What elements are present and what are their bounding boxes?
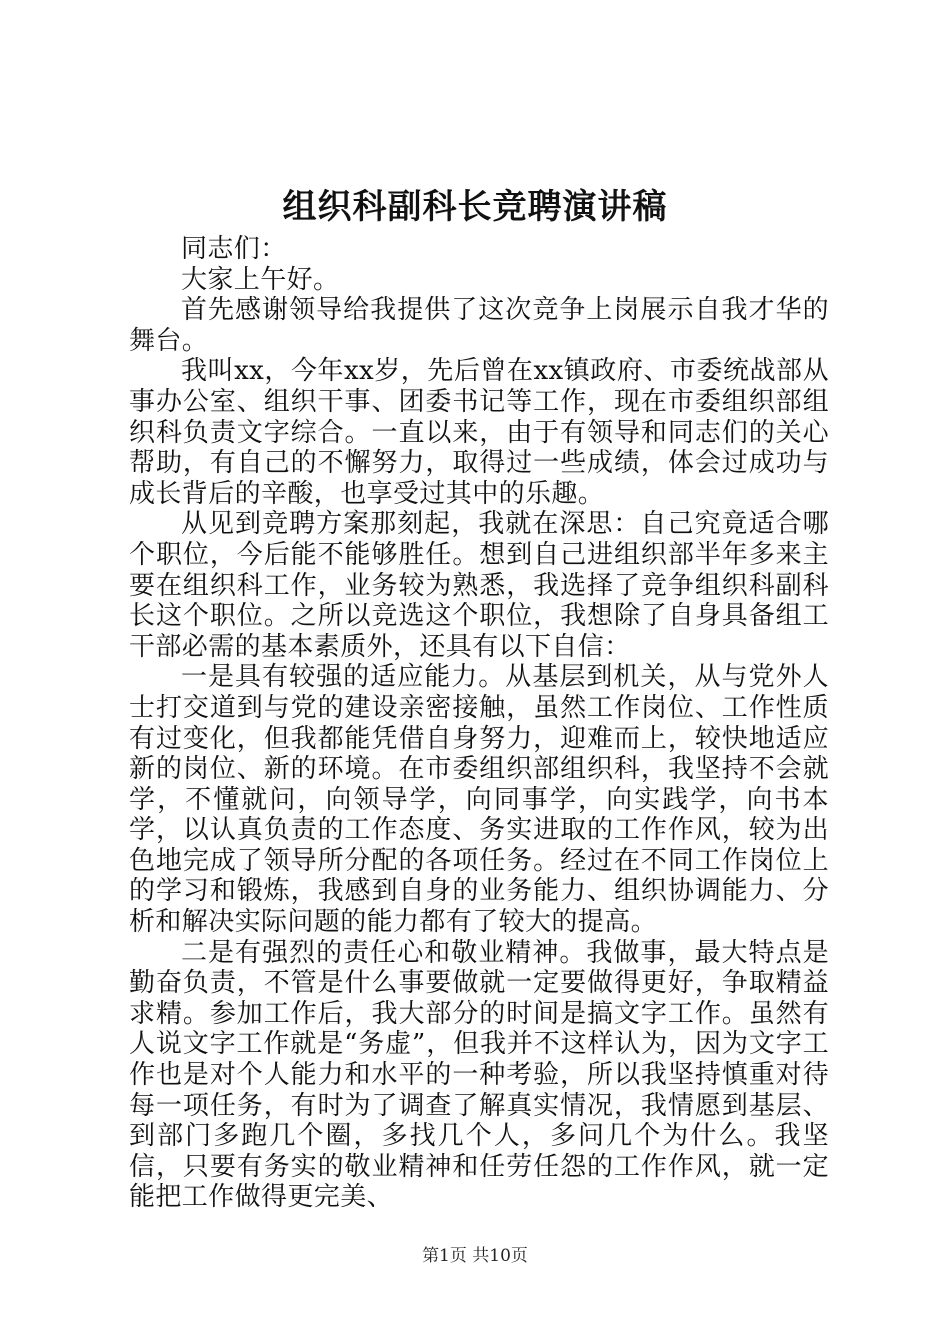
paragraph-point-two: 二是有强烈的责任心和敬业精神。我做事，最大特点是勤奋负责，不管是什么事要做就一定要做得更好，争取精益求精。参加工作后，我大部分的时间是搞文字工作。虽然有人说文字工作就是“务虚”，但我并不这样认为，因为文字工作也是对个人能力和水平的一种考验，所以我坚持慎重对待每一项任务，有时为了调查了解真实情况，我情愿到基层、到部门多跑几个圈，多找几个人，多问几个为什么。我坚信，只要有务实的敬业精神和任劳任怨的工作作风，就一定能把工作做得更完美、 xyxy=(129,937,829,1213)
document-body xyxy=(129,234,829,1213)
page-footer: 第1页 共10页 xyxy=(422,1246,528,1266)
paragraph-point-one: 一是具有较强的适应能力。从基层到机关，从与党外人士打交道到与党的建设亲密接触，虽然工作岗位、工作性质有过变化，但我都能凭借自身努力，迎难而上，较快地适应新的岗位、新的环境。在市委组织部组织科，我坚持不会就学，不懂就问，向领导学，向同事学，向实践学，向书本学，以认真负责的工作态度、务实进取的工作作风，较为出色地完成了领导所分配的各项任务。经过在不同工作岗位上的学习和锻炼，我感到自身的业务能力、组织协调能力、分析和解决实际问题的能力都有了较大的提高。 xyxy=(129,662,829,938)
paragraph-thanks: 首先感谢领导给我提供了这次竞争上岗展示自我才华的舞台。 xyxy=(129,295,829,356)
paragraph-introduction: 我叫xx，今年xx岁，先后曾在xx镇政府、市委统战部从事办公室、组织干事、团委书记等工作，现在市委组织部组织科负责文字综合。一直以来，由于有领导和同志们的关心帮助，有自己的不懈努力，取得过一些成绩，体会过成功与成长背后的辛酸，也享受过其中的乐趣。 xyxy=(129,356,829,509)
paragraph-position-choice: 从见到竞聘方案那刻起，我就在深思：自己究竟适合哪个职位，今后能不能够胜任。想到自己进组织部半年多来主要在组织科工作，业务较为熟悉，我选择了竞争组织科副科长这个职位。之所以竞选这个职位，我想除了自身具备组工干部必需的基本素质外，还具有以下自信： xyxy=(129,509,829,662)
document-title: 组织科副科长竞聘演讲稿 xyxy=(282,187,668,227)
greeting: 大家上午好。 xyxy=(181,264,340,295)
salutation: 同志们： xyxy=(181,234,287,264)
